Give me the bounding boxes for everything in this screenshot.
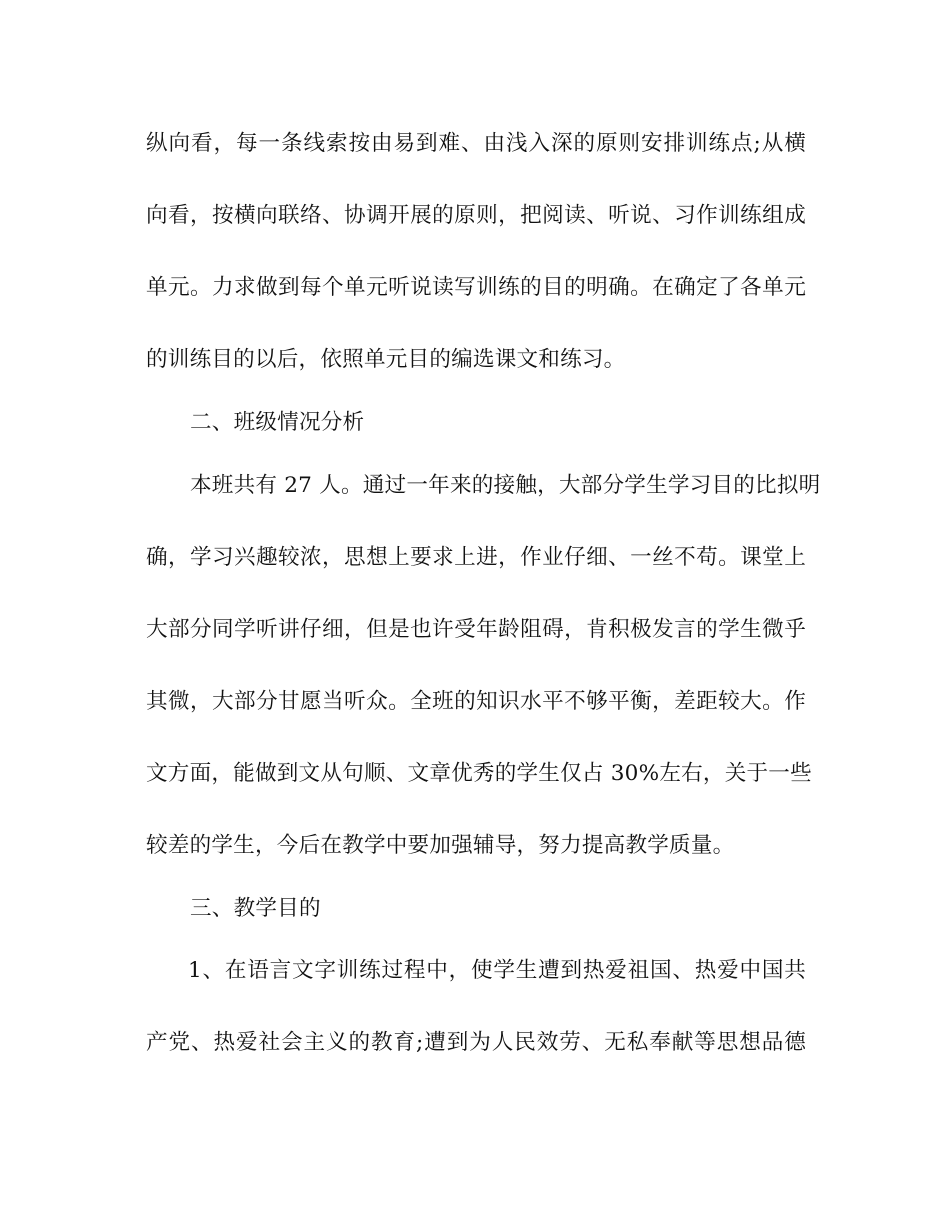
section-heading: 三、教学目的 [190, 896, 321, 921]
text-line: 的训练目的以后，依照单元目的编选课文和练习。 [146, 347, 626, 372]
text-line: 产党、热爱社会主义的教育;遭到为人民效劳、无私奉献等思想品德 [146, 1030, 806, 1055]
text-line: 单元。力求做到每个单元听说读写训练的目的明确。在确定了各单元 [146, 275, 806, 300]
text-line: 较差的学生，今后在教学中要加强辅导，努力提高教学质量。 [146, 833, 735, 858]
section-heading: 二、班级情况分析 [190, 410, 365, 435]
text-line: 纵向看，每一条线索按由易到难、由浅入深的原则安排训练点;从横 [146, 131, 806, 156]
text-line: 确，学习兴趣较浓，思想上要求上进，作业仔细、一丝不苟。课堂上 [146, 545, 806, 570]
text-line: 向看，按横向联络、协调开展的原则，把阅读、听说、习作训练组成 [146, 203, 806, 228]
text-line: 大部分同学听讲仔细，但是也许受年龄阻碍，肯积极发言的学生微乎 [146, 617, 806, 642]
text-line: 文方面，能做到文从句顺、文章优秀的学生仅占 30%左右，关于一些 [146, 761, 812, 786]
text-line: 1、在语言文字训练过程中，使学生遭到热爱祖国、热爱中国共 [188, 958, 806, 983]
text-line: 其微，大部分甘愿当听众。全班的知识水平不够平衡，差距较大。作 [146, 689, 806, 714]
text-line: 本班共有 27 人。通过一年来的接触，大部分学生学习目的比拟明 [190, 473, 821, 498]
